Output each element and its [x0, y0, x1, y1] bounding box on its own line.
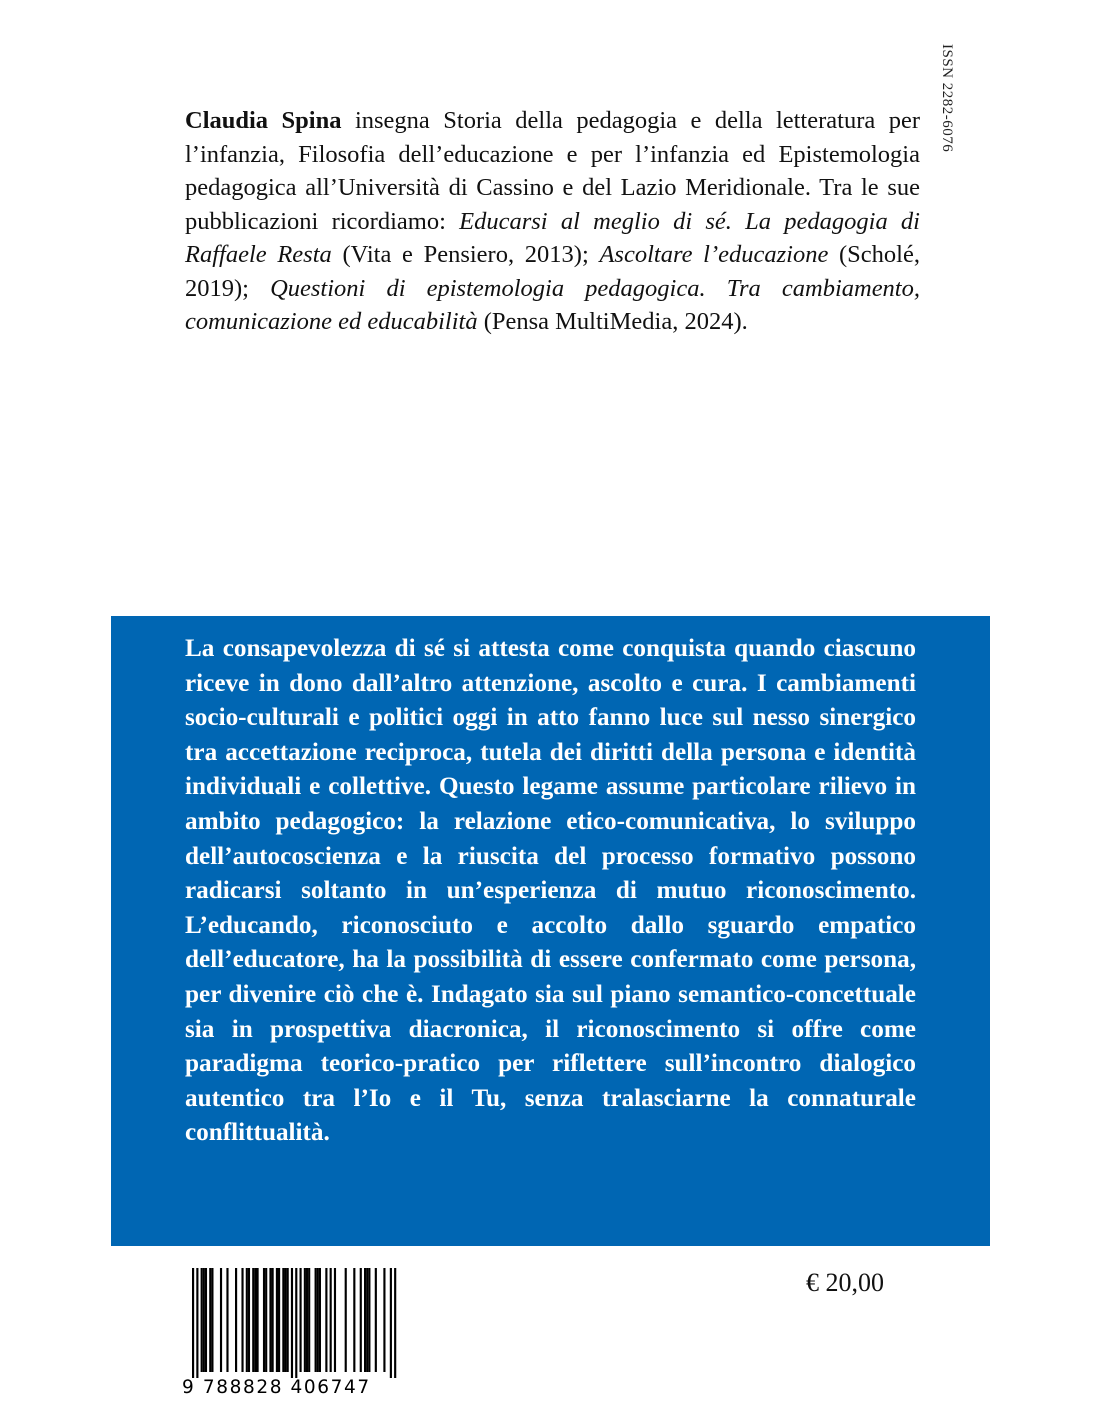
barcode-bar: [235, 1268, 237, 1372]
barcode-bar: [241, 1268, 243, 1372]
barcode-bar: [252, 1268, 254, 1372]
barcode-bar: [319, 1268, 321, 1372]
bio-text-4: (Pensa MultiMedia, 2024).: [477, 308, 748, 335]
issn-label: ISSN 2282-6076: [939, 44, 955, 153]
author-name: Claudia Spina: [185, 107, 342, 134]
barcode-bar: [375, 1268, 377, 1372]
barcode-bar: [304, 1268, 306, 1372]
barcode-bar: [334, 1268, 336, 1372]
barcode-bar: [192, 1268, 194, 1378]
bio-text-3: (Scholé, 2019);: [185, 241, 920, 302]
barcode-bar: [205, 1268, 207, 1372]
barcode-bar: [364, 1268, 366, 1372]
isbn-barcode: [182, 1268, 404, 1410]
barcode-bar: [201, 1268, 203, 1372]
barcode-bar: [263, 1268, 265, 1372]
barcode-bar: [306, 1268, 308, 1372]
barcode-bar: [278, 1268, 280, 1372]
book-title-1: Educarsi al meglio di sé. La pedagogia di Raffaele Resta: [185, 207, 920, 268]
author-bio: [185, 104, 920, 339]
barcode-bar: [353, 1268, 355, 1372]
barcode-bar: [203, 1268, 205, 1372]
barcode-digits: 9 788828 406747: [182, 1377, 371, 1398]
barcode-bar: [295, 1268, 297, 1378]
barcode-bar: [209, 1268, 211, 1372]
barcode-bar: [287, 1268, 289, 1372]
barcode-bar: [325, 1268, 327, 1372]
barcode-bar: [226, 1268, 228, 1372]
bio-text-2: (Vita e Pensiero, 2013);: [331, 241, 600, 268]
price-label: € 20,00: [806, 1268, 884, 1297]
barcode-bar: [317, 1268, 319, 1372]
barcode-bar: [291, 1268, 293, 1378]
barcode-bar: [284, 1268, 286, 1372]
barcode-bar: [257, 1268, 259, 1372]
barcode-bar: [220, 1268, 222, 1372]
barcode-bar: [315, 1268, 317, 1372]
barcode-bar: [383, 1268, 385, 1372]
barcode-bar: [368, 1268, 370, 1372]
barcode-bar: [211, 1268, 213, 1372]
barcode-bar: [254, 1268, 256, 1372]
barcode-bar: [196, 1268, 198, 1378]
barcode-bar: [269, 1268, 271, 1372]
blurb-box: [111, 616, 990, 1246]
book-title-3: Questioni di epistemologia pedagogica. Tra cambiamento, comunicazione ed educabilità: [185, 274, 920, 335]
barcode-bar: [276, 1268, 278, 1372]
barcode-bar: [366, 1268, 368, 1372]
barcode-bar: [300, 1268, 302, 1372]
barcode-bar: [390, 1268, 392, 1378]
barcode-bars: [182, 1268, 404, 1378]
barcode-bar: [345, 1268, 347, 1372]
barcode-bar: [394, 1268, 396, 1378]
barcode-bar: [265, 1268, 267, 1372]
bio-text-1: insegna Storia della pedagogia e della letteratura per l’infanzia, Filosofia dell’educazione e per l’infanzia ed Epistemologia pedagogica all’Università di Cassino e del Lazio Meridionale. Tra le sue pubblicazioni ricordiamo:: [185, 107, 920, 235]
barcode-bar: [272, 1268, 274, 1372]
barcode-bar: [308, 1268, 310, 1372]
barcode-bar: [248, 1268, 250, 1372]
barcode-bar: [360, 1268, 362, 1372]
barcode-bar: [282, 1268, 284, 1372]
barcode-bar: [246, 1268, 248, 1372]
barcode-bar: [330, 1268, 332, 1372]
blurb-text: La consapevolezza di sé si attesta come conquista quando ciascuno riceve in dono dall’altro attenzione, ascolto e cura. I cambiamenti socio-culturali e politici oggi in atto fanno luce sul nesso sinergico tra accettazione reciproca, tutela dei diritti della persona e identità individuali e collettive. Questo legame assume particolare rilievo in ambito pedagogico: la relazione etico-comunicativa, lo sviluppo dell’autocoscienza e la riuscita del processo formativo possono radicarsi soltanto in un’esperienza di mutuo riconoscimento. L’educando, riconosciuto e accolto dallo sguardo empatico dell’educatore, ha la possibilità di essere confermato come persona, per divenire ciò che è. Indagato sia sul piano semantico-concettuale sia in prospettiva diacronica, il riconoscimento si offre come paradigma teorico-pratico per riflettere sull’incontro dialogico autentico tra l’Io e il Tu, senza tralasciarne la connaturale conflittualità.: [185, 635, 916, 1147]
book-title-2: Ascoltare l’educazione: [599, 241, 829, 268]
